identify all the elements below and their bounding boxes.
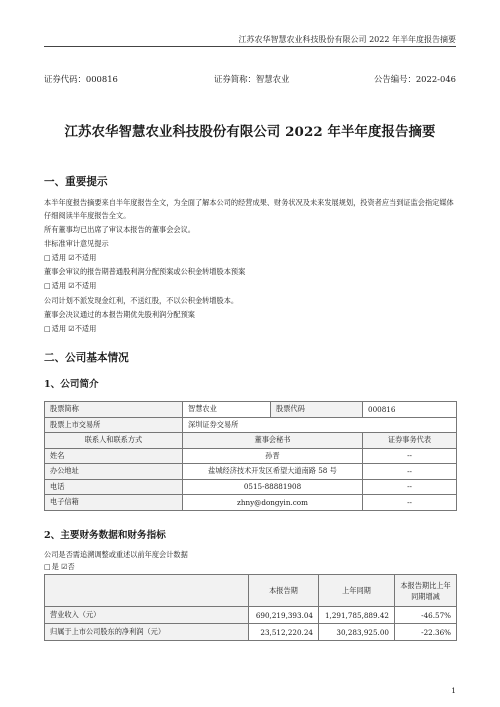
audit-opinion-label: 非标准审计意见提示 [44,239,109,248]
row-label: 营业收入（元） [45,607,249,624]
retroactive-adjustment-option [44,562,75,572]
security-code: 证券代码：000816 [44,74,118,84]
board-attendance-text: 所有董事均已出席了审议本报告的董事会会议。 [44,225,195,234]
table-header-row [45,575,457,607]
audit-opinion-option-text: 适用 ☑不适用 [51,253,97,262]
preferred-plan-option [44,324,96,334]
profit-plan-label: 董事会审议的报告期普通股利润分配预案或公积金转增股本预案 [44,267,246,276]
table-row [45,433,457,449]
current-value: 23,512,220.24 [249,624,319,641]
change-value: -22.36% [395,624,457,641]
exchange-label: 股票上市交易所 [45,417,183,433]
email-label: 电子信箱 [45,495,183,511]
checkbox-icon: □ [44,254,51,262]
representative-email: -- [363,495,457,511]
table-row [45,448,457,464]
representative-name: -- [363,448,457,464]
representative-address: -- [363,464,457,480]
checkbox-icon: □ [44,325,51,333]
table-row [45,402,457,418]
page-number: 1 [451,686,456,695]
profit-plan-option-text: 适用 ☑不适用 [51,281,97,290]
stock-code-value: 000816 [363,402,457,418]
secretary-address: 盐城经济技术开发区希望大道南路 58 号 [183,464,363,480]
header-rule [44,46,456,47]
current-value: 690,219,393.04 [249,607,319,624]
retroactive-adjustment-label: 公司是否需追溯调整或重述以前年度会计数据 [44,550,188,559]
table-row [45,464,457,480]
company-profile-heading: 1、公司简介 [44,379,99,390]
secretary-phone: 0515-88881908 [183,479,363,495]
change-value: -46.57% [395,607,457,624]
preferred-plan-option-text: 适用 ☑不适用 [51,324,97,333]
header-current-period: 本报告期 [249,575,319,607]
representative-phone: -- [363,479,457,495]
checkbox-icon: □ [44,282,51,290]
company-profile-table [44,401,457,511]
secretary-email: zhny@dongyin.com [183,495,363,511]
representative-header: 证券事务代表 [363,433,457,449]
document-title: 江苏农华智慧农业科技股份有限公司 2022 年半年度报告摘要 [64,124,436,140]
dividend-plan-text: 公司计划不派发现金红利，不送红股，不以公积金转增股本。 [44,296,239,305]
section-important-notice-heading: 一、重要提示 [44,176,108,188]
stock-code-label: 股票代码 [271,402,363,418]
prior-value: 30,283,925.00 [319,624,395,641]
retroactive-adjustment-option-text: 是 ☑否 [51,562,75,571]
secretary-header: 董事会秘书 [183,433,363,449]
contact-header: 联系人和联系方式 [45,433,183,449]
notice-paragraph: 本半年度报告摘要来自半年度报告全文，为全面了解本公司的经营成果、财务状况及未来发展规划，投资者应当到证监会指定媒体仔细阅读半年度报告全文。 [44,198,454,220]
checkbox-icon: □ [44,563,51,571]
profit-plan-option [44,281,96,291]
table-row [45,495,457,511]
header-prior-period: 上年同期 [319,575,395,607]
table-row [45,624,457,641]
address-label: 办公地址 [45,464,183,480]
phone-label: 电话 [45,479,183,495]
preferred-plan-label: 董事会决议通过的本报告期优先股利润分配预案 [44,310,195,319]
header-blank [45,575,249,607]
secretary-name: 孙晋 [183,448,363,464]
announcement-number: 公告编号：2022-046 [373,74,456,84]
header-change: 本报告期比上年同期增减 [395,575,457,607]
security-short-name: 证券简称：智慧农业 [214,74,290,84]
section-company-basics-heading: 二、公司基本情况 [44,352,129,364]
audit-opinion-option [44,253,96,263]
table-row [45,417,457,433]
stock-short-value: 智慧农业 [183,402,271,418]
exchange-value: 深圳证券交易所 [183,417,457,433]
running-header: 江苏农华智慧农业科技股份有限公司 2022 年半年度报告摘要 [238,35,456,44]
prior-value: 1,291,785,889.42 [319,607,395,624]
financial-data-table [44,574,457,641]
stock-short-label: 股票简称 [45,402,183,418]
row-label: 归属于上市公司股东的净利润（元） [45,624,249,641]
name-label: 姓名 [45,448,183,464]
table-row [45,607,457,624]
financial-data-heading: 2、主要财务数据和财务指标 [44,530,166,541]
table-row [45,479,457,495]
